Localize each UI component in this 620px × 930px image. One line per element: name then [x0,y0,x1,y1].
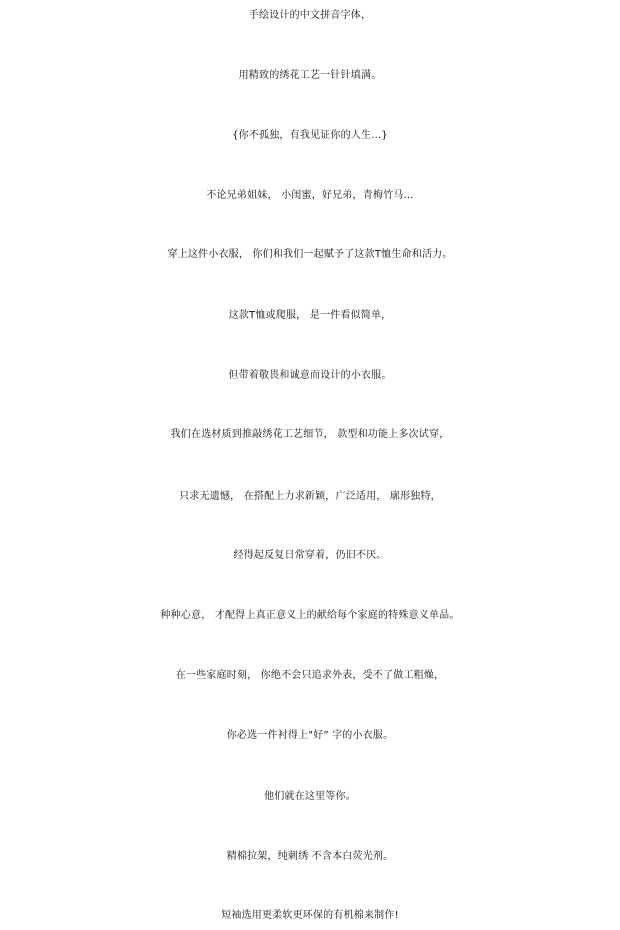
text-line: 你必选一件衬得上"好” 字的小衣服。 [226,730,394,741]
text-line: {你不孤独，有我见证你的人生...} [232,130,388,141]
text-line: 穿上这件小衣服， 你们和我们一起赋予了这款T恤生命和活力。 [167,249,453,260]
text-line: 手绘设计的中文拼音字体， [248,10,372,21]
text-line: 这款T恤或爬服， 是一件看似简单， [228,310,392,321]
text-line: 在一些家庭时刻， 你绝不会只追求外表，受不了做工粗燥， [175,670,445,681]
text-line: 但带着敬畏和诚意而设计的小衣服。 [228,370,392,381]
text-line: 种种心意， 才配得上真正意义上的献给每个家庭的特殊意义单品。 [160,610,460,621]
text-line: 经得起反复日常穿着，仍旧不厌。 [233,550,387,561]
text-line: 不论兄弟姐妹， 小闺蜜，好兄弟，青梅竹马... [206,190,414,201]
text-line: 他们就在这里等你。 [264,791,356,802]
text-line: 我们在选材质到推敲绣花工艺细节， 款型和功能上多次试穿， [170,429,450,440]
text-line: 只求无遗憾， 在搭配上力求新颖，广泛适用， 廓形独特， [179,491,441,502]
text-line: 精棉拉架，纯刺绣 不含本白荧光剂。 [226,851,394,862]
text-line: 用精致的绣花工艺一针针填满。 [238,70,382,81]
text-line: 短袖选用更柔软更环保的有机棉来制作! [221,910,399,921]
